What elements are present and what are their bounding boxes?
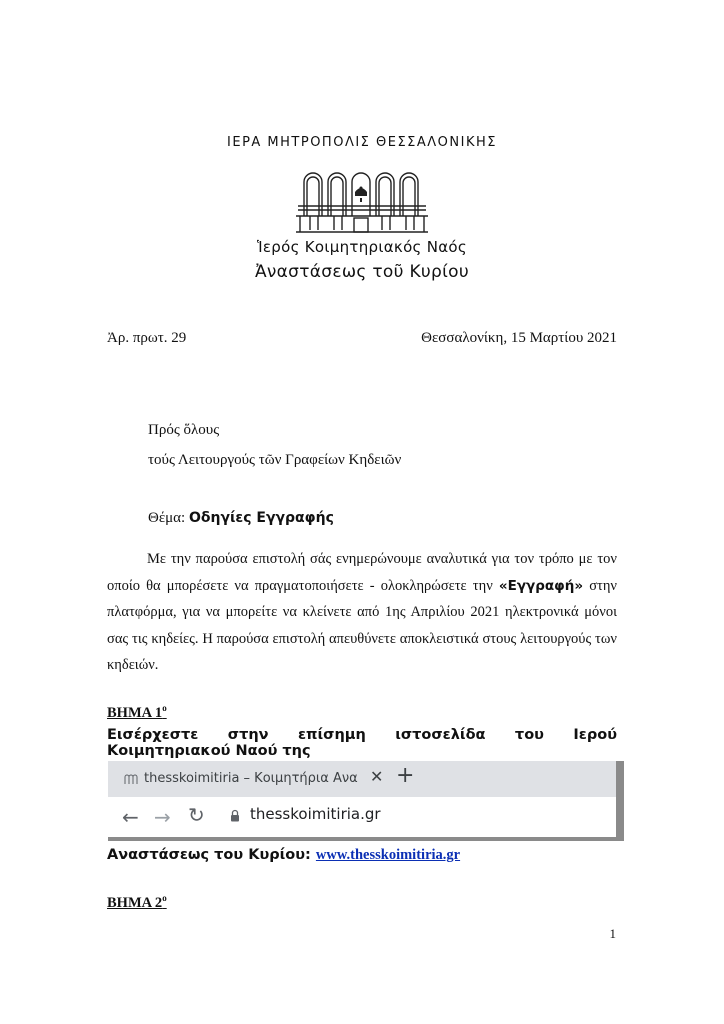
page-number: 1 bbox=[609, 926, 616, 941]
step2-sup: ο bbox=[162, 893, 167, 903]
website-link[interactable]: www.thesskoimitiria.gr bbox=[315, 847, 461, 863]
new-tab-icon[interactable]: + bbox=[396, 763, 415, 788]
step1-title: ΒΗΜΑ 1 bbox=[107, 704, 163, 721]
body-paragraph bbox=[107, 546, 617, 679]
step1-heading bbox=[107, 703, 167, 722]
site-favicon-icon bbox=[124, 773, 138, 785]
address-bar-url[interactable]: thesskoimitiria.gr bbox=[250, 805, 381, 823]
browser-screenshot bbox=[108, 761, 624, 841]
lock-icon bbox=[230, 809, 240, 822]
church-logo bbox=[294, 170, 430, 234]
forward-arrow-icon[interactable]: → bbox=[154, 805, 171, 829]
step1-after-text: Αναστάσεως του Κυρίου: bbox=[107, 847, 311, 863]
recipient-line1: Πρός ὅλους bbox=[148, 422, 220, 438]
subject-line bbox=[148, 510, 334, 527]
reload-icon[interactable]: ↻ bbox=[188, 803, 205, 827]
close-tab-icon[interactable]: ✕ bbox=[370, 767, 384, 786]
step1-sup: ο bbox=[162, 703, 167, 713]
recipient-line2: τούς Λειτουργούς τῶν Γραφείων Κηδειῶν bbox=[148, 452, 402, 468]
browser-tab[interactable] bbox=[108, 761, 366, 797]
body-text-part2: στην πλατφόρμα, για να μπορείτε να κλείνετε από 1ης Απριλίου 2021 ηλεκτρονικά μόνοι σας τις κηδείες. Η παρούσα επιστολή απευθύνετε αποκλειστικά στους λειτουργούς των κηδειών. bbox=[107, 577, 617, 673]
subject-value: Οδηγίες Εγγραφής bbox=[188, 510, 334, 526]
body-text-part1: Με την παρούσα επιστολή σάς ενημερώνουμε αναλυτικά για τον τρόπο με τον οποίο θα μπορέσετε να πραγματοποιήσετε - ολοκληρώσετε την bbox=[107, 551, 617, 594]
organization-name: ΙΕΡΑ ΜΗΤΡΟΠΟΛΙΣ ΘΕΣΣΑΛΟΝΙΚΗΣ bbox=[227, 135, 497, 150]
date-line: Θεσσαλονίκη, 15 Μαρτίου 2021 bbox=[421, 330, 617, 346]
tab-title: thesskoimitiria – Κοιμητήρια Ανα bbox=[144, 771, 358, 786]
browser-toolbar bbox=[108, 797, 616, 837]
back-arrow-icon[interactable]: ← bbox=[122, 805, 139, 829]
step1-site-line bbox=[107, 847, 460, 864]
church-name-line2: Ἀναστάσεως τοῦ Κυρίου bbox=[254, 262, 470, 282]
step2-heading bbox=[107, 893, 167, 912]
church-name-line1: Ἱερός Κοιμητηριακός Ναός bbox=[256, 238, 468, 256]
protocol-number: Ἀρ. πρωτ. 29 bbox=[107, 330, 187, 346]
step2-title: ΒΗΜΑ 2 bbox=[107, 894, 163, 911]
step1-text: Εισέρχεστε στην επίσημη ιστοσελίδα του Ιερού Κοιμητηριακού Ναού της bbox=[107, 727, 617, 759]
body-text-bold: «Εγγραφή» bbox=[498, 577, 584, 594]
subject-label: Θέμα: bbox=[148, 510, 186, 526]
